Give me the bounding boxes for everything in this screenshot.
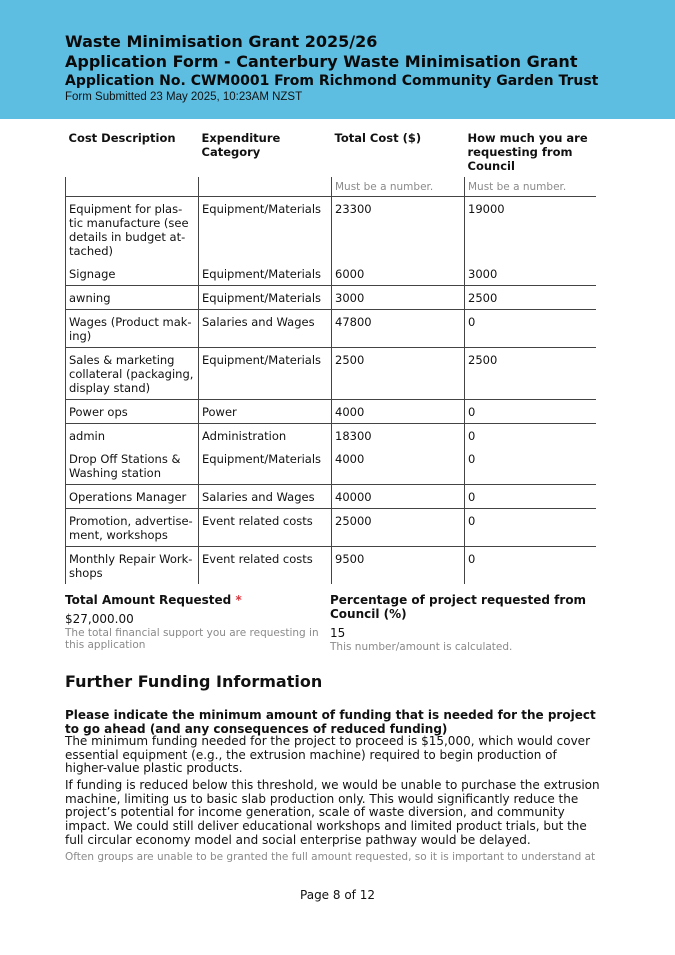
cell-requested: 0 xyxy=(465,447,597,485)
required-marker: * xyxy=(235,593,242,607)
cell-total: 2500 xyxy=(332,348,465,400)
column-header-total: Total Cost ($) xyxy=(334,131,422,145)
cell-requested: 0 xyxy=(465,547,597,585)
column-header-description: Cost Description xyxy=(68,131,176,145)
table-row xyxy=(66,348,597,400)
cell-description: Drop Off Stations & Washing station xyxy=(66,447,199,485)
cell-total: 47800 xyxy=(332,310,465,348)
percentage-help: This number/amount is calculated. xyxy=(330,641,513,653)
cell-category: Salaries and Wages xyxy=(199,310,332,348)
cell-category: Equipment/Materials xyxy=(199,348,332,400)
cell-requested: 0 xyxy=(465,485,597,509)
percentage-field xyxy=(330,593,595,653)
cell-total: 25000 xyxy=(332,509,465,547)
hint-row xyxy=(66,177,597,197)
cell-category: Equipment/Materials xyxy=(199,447,332,485)
table-row xyxy=(66,509,597,547)
form-header xyxy=(0,0,675,119)
percentage-value: 15 xyxy=(330,626,346,640)
cell-total: 4000 xyxy=(332,447,465,485)
cell-description: awning xyxy=(66,286,199,310)
hint-requested: Must be a number. xyxy=(465,177,597,197)
cell-total: 23300 xyxy=(332,197,465,263)
table-row xyxy=(66,485,597,509)
total-amount-help: The total financial support you are requesting in this application xyxy=(65,627,319,651)
cell-description: Wages (Product mak-ing) xyxy=(66,310,199,348)
hint-cell xyxy=(66,177,199,197)
cell-requested: 19000 xyxy=(465,197,597,263)
cell-total: 9500 xyxy=(332,547,465,585)
table-row xyxy=(66,262,597,286)
form-title: Application Form - Canterbury Waste Minimisation Grant xyxy=(65,52,578,71)
table-row xyxy=(66,424,597,448)
cell-requested: 0 xyxy=(465,509,597,547)
cell-total: 40000 xyxy=(332,485,465,509)
cell-description: Monthly Repair Work-shops xyxy=(66,547,199,585)
cell-requested: 0 xyxy=(465,310,597,348)
cell-description: Power ops xyxy=(66,400,199,424)
column-header-category: Expenditure Category xyxy=(201,131,281,159)
cell-total: 4000 xyxy=(332,400,465,424)
total-amount-field xyxy=(65,593,320,651)
column-header-requested: How much you are requesting from Council xyxy=(467,131,588,173)
cell-total: 18300 xyxy=(332,424,465,448)
cell-description: Sales & marketing collateral (packaging, display stand) xyxy=(66,348,199,400)
cell-requested: 3000 xyxy=(465,262,597,286)
cell-requested: 2500 xyxy=(465,286,597,310)
answer-paragraph-1: The minimum funding needed for the project to proceed is $15,000, which would cover essential equipment (e.g., the extrusion machine) required to begin production of higher-value plastic products. xyxy=(65,734,590,776)
percentage-label: Percentage of project requested from Council (%) xyxy=(330,593,587,621)
hint-total: Must be a number. xyxy=(332,177,465,197)
cell-total: 6000 xyxy=(332,262,465,286)
cost-table xyxy=(65,129,596,584)
question-minimum-funding: Please indicate the minimum amount of funding that is needed for the project to go ahead (and any consequences of reduced funding) xyxy=(65,708,596,736)
cell-requested: 2500 xyxy=(465,348,597,400)
table-row xyxy=(66,447,597,485)
help-text: Often groups are unable to be granted the full amount requested, so it is important to understand at xyxy=(65,851,596,863)
cell-description: Signage xyxy=(66,262,199,286)
page-number: Page 8 of 12 xyxy=(300,888,375,902)
grant-title: Waste Minimisation Grant 2025/26 xyxy=(65,32,378,51)
cell-requested: 0 xyxy=(465,424,597,448)
cell-category: Power xyxy=(199,400,332,424)
cell-description: admin xyxy=(66,424,199,448)
cell-requested: 0 xyxy=(465,400,597,424)
cell-category: Event related costs xyxy=(199,509,332,547)
table-row xyxy=(66,400,597,424)
answer-paragraph-2: If funding is reduced below this threshold, we would be unable to purchase the extrusion machine, limiting us to basic slab production only. This would significantly reduce the project’s potential for income generation, scale of waste diversion, and community impact. We could still deliver educational workshops and limited product trials, but the full circular economy model and social enterprise pathway would be delayed. xyxy=(65,778,600,847)
cell-description: Promotion, advertise-ment, workshops xyxy=(66,509,199,547)
cell-category: Administration xyxy=(199,424,332,448)
cell-category: Equipment/Materials xyxy=(199,262,332,286)
table-row xyxy=(66,197,597,263)
cell-category: Salaries and Wages xyxy=(199,485,332,509)
table-row xyxy=(66,547,597,585)
total-amount-label: Total Amount Requested * xyxy=(65,593,242,607)
cell-category: Equipment/Materials xyxy=(199,197,332,263)
cell-description: Operations Manager xyxy=(66,485,199,509)
table-row xyxy=(66,310,597,348)
submitted-timestamp: Form Submitted 23 May 2025, 10:23AM NZST xyxy=(65,91,303,103)
cell-description: Equipment for plas-tic manufacture (see details in budget at-tached) xyxy=(66,197,199,263)
cell-category: Equipment/Materials xyxy=(199,286,332,310)
cell-total: 3000 xyxy=(332,286,465,310)
table-header-row xyxy=(66,129,597,177)
table-row xyxy=(66,286,597,310)
hint-cell xyxy=(199,177,332,197)
total-amount-value: $27,000.00 xyxy=(65,612,134,626)
application-number: Application No. CWM0001 From Richmond Community Garden Trust xyxy=(65,73,599,89)
cell-category: Event related costs xyxy=(199,547,332,585)
section-title-further-funding: Further Funding Information xyxy=(65,672,323,691)
